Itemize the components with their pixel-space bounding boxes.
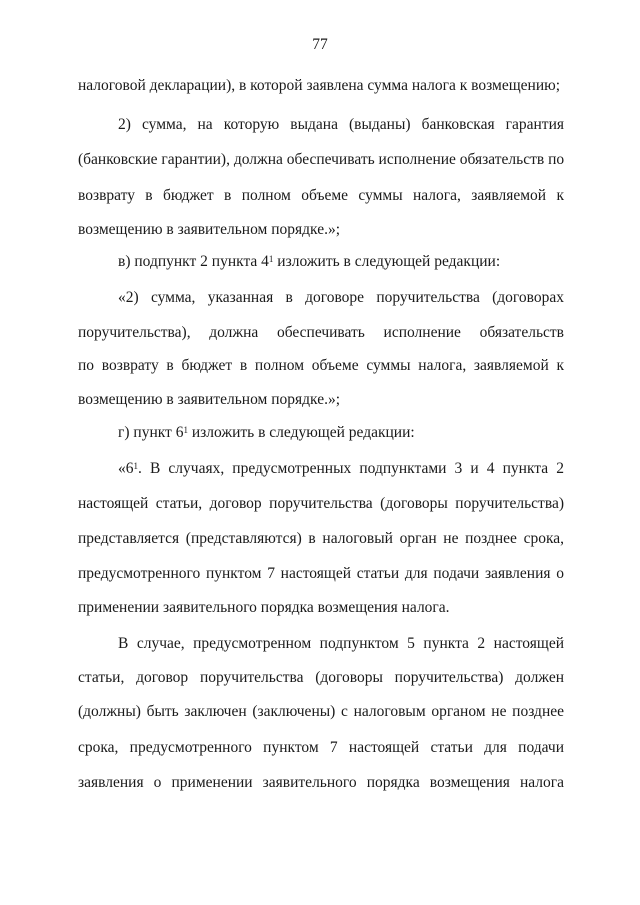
text-line [118, 424, 564, 442]
text-line: предусмотренного пунктом 7 настоящей статьи для подачи заявления о [78, 565, 564, 582]
text-line: срока, предусмотренного пунктом 7 настоящей статьи для подачи [78, 739, 564, 756]
text-line: (должны) быть заключен (заключены) с налоговым органом не позднее [78, 703, 564, 720]
text-line: заявления о применении заявительного порядка возмещения налога [78, 774, 564, 791]
text-line: возврату в бюджет в полном объеме суммы налога, заявляемой к [78, 187, 564, 204]
text-line [118, 253, 564, 271]
text-line: поручительства), должна обеспечивать исполнение обязательств [78, 324, 564, 341]
text-line: налоговой декларации), в которой заявлена сумма налога к возмещению; [78, 77, 561, 94]
text-line [118, 460, 564, 478]
text-line: применении заявительного порядка возмещения налога. [78, 599, 450, 616]
text-run: г) пункт 6 [118, 424, 184, 441]
superscript: 1 [268, 254, 274, 264]
superscript: 1 [183, 425, 188, 435]
text-run: в) подпункт 2 пункта 4 [118, 253, 269, 270]
text-run: «6 [118, 460, 134, 477]
text-run: изложить в следующей редакции: [187, 424, 415, 441]
text-line: по возврату в бюджет в полном объеме суммы налога, заявляемой к [78, 357, 564, 374]
superscript: 1 [133, 461, 138, 471]
text-line: 2) сумма, на которую выдана (выданы) банковская гарантия [118, 116, 564, 133]
text-line: В случае, предусмотренном подпунктом 5 пункта 2 настоящей [118, 635, 564, 652]
page-number: 77 [312, 36, 328, 53]
text-line: (банковские гарантии), должна обеспечивать исполнение обязательств по [78, 151, 565, 168]
text-line: «2) сумма, указанная в договоре поручительства (договорах [118, 289, 564, 306]
text-line: возмещению в заявительном порядке.»; [78, 391, 341, 408]
text-run: . В случаях, предусмотренных подпунктами 3 и 4 пункта 2 [138, 460, 564, 477]
text-line: настоящей статьи, договор поручительства (договоры поручительства) [78, 495, 564, 512]
text-line: представляется (представляются) в налоговый орган не позднее срока, [78, 530, 564, 547]
text-line: возмещению в заявительном порядке.»; [78, 221, 341, 238]
text-run: изложить в следующей редакции: [273, 253, 501, 270]
text-line: статьи, договор поручительства (договоры поручительства) должен [78, 669, 564, 686]
